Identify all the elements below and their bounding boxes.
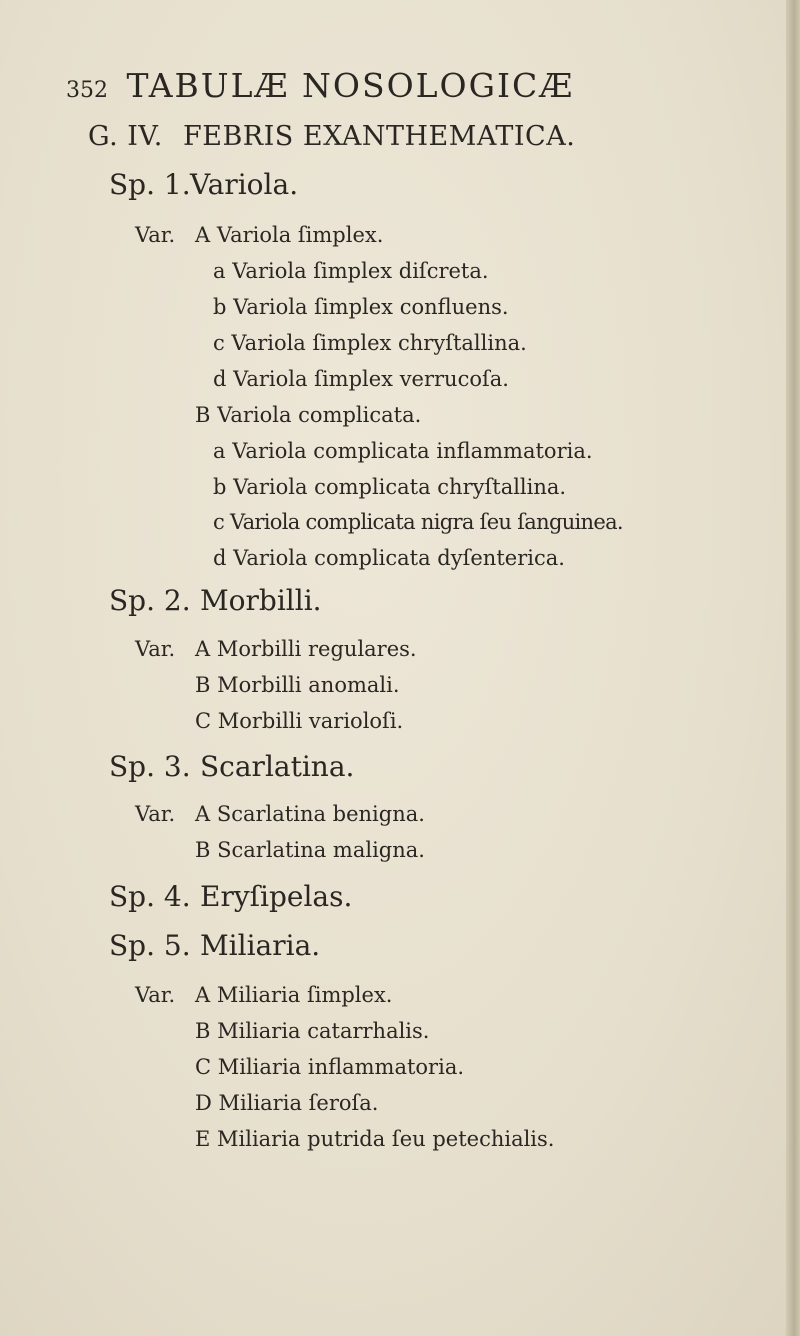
variety-line: A Variola ſimplex. xyxy=(195,223,384,247)
variety-line: B Morbilli anomali. xyxy=(195,673,400,697)
species-heading xyxy=(109,168,298,201)
var-label: Var. xyxy=(135,802,176,826)
species-heading xyxy=(109,750,354,783)
species-name: Morbilli. xyxy=(200,584,322,617)
species-name: Miliaria. xyxy=(200,929,321,962)
species-heading xyxy=(109,584,322,617)
species-name: Scarlatina. xyxy=(200,750,355,783)
variety-line: A Miliaria ſimplex. xyxy=(195,983,393,1007)
genus-label: G. IV. xyxy=(88,121,163,152)
subvariety-line: c Variola ſimplex chryſtallina. xyxy=(213,331,527,355)
variety-line: E Miliaria putrida ſeu petechialis. xyxy=(195,1127,555,1151)
header-title: TABULÆ NOSOLOGICÆ xyxy=(126,66,575,105)
var-label: Var. xyxy=(135,223,176,247)
species-heading xyxy=(109,929,320,962)
var-label: Var. xyxy=(135,983,176,1007)
subvariety-line: d Variola complicata dyſenterica. xyxy=(213,546,565,570)
subvariety-line: c Variola complicata nigra ſeu ſanguinea. xyxy=(213,510,623,534)
variety-line: C Miliaria inflammatoria. xyxy=(195,1055,465,1079)
page-edge xyxy=(786,0,800,1336)
species-label: Sp. 3. xyxy=(109,750,191,783)
species-label: Sp. 4. xyxy=(109,880,191,913)
running-header xyxy=(66,66,574,105)
variety-line: B Miliaria catarrhalis. xyxy=(195,1019,430,1043)
subvariety-line: a Variola complicata inflammatoria. xyxy=(213,439,593,463)
subvariety-line: a Variola ſimplex diſcreta. xyxy=(213,259,489,283)
var-label: Var. xyxy=(135,637,176,661)
species-heading xyxy=(109,880,352,913)
variety-line: A Morbilli regulares. xyxy=(195,637,417,661)
variety-line: C Morbilli varioloſi. xyxy=(195,709,404,733)
genus-heading xyxy=(88,121,575,152)
subvariety-line: b Variola ſimplex confluens. xyxy=(213,295,509,319)
species-label: Sp. 1. xyxy=(109,168,191,201)
species-name: Eryſipelas. xyxy=(200,880,353,913)
variety-line: B Variola complicata. xyxy=(195,403,422,427)
species-name: Variola. xyxy=(190,168,299,201)
variety-line: A Scarlatina benigna. xyxy=(195,802,425,826)
variety-line: D Miliaria ſeroſa. xyxy=(195,1091,379,1115)
species-label: Sp. 2. xyxy=(109,584,191,617)
page-number: 352 xyxy=(66,78,108,103)
variety-line: B Scarlatina maligna. xyxy=(195,838,425,862)
genus-name: FEBRIS EXANTHEMATICA. xyxy=(183,121,576,152)
subvariety-line: d Variola ſimplex verrucoſa. xyxy=(213,367,509,391)
species-label: Sp. 5. xyxy=(109,929,191,962)
subvariety-line: b Variola complicata chryſtallina. xyxy=(213,475,567,499)
